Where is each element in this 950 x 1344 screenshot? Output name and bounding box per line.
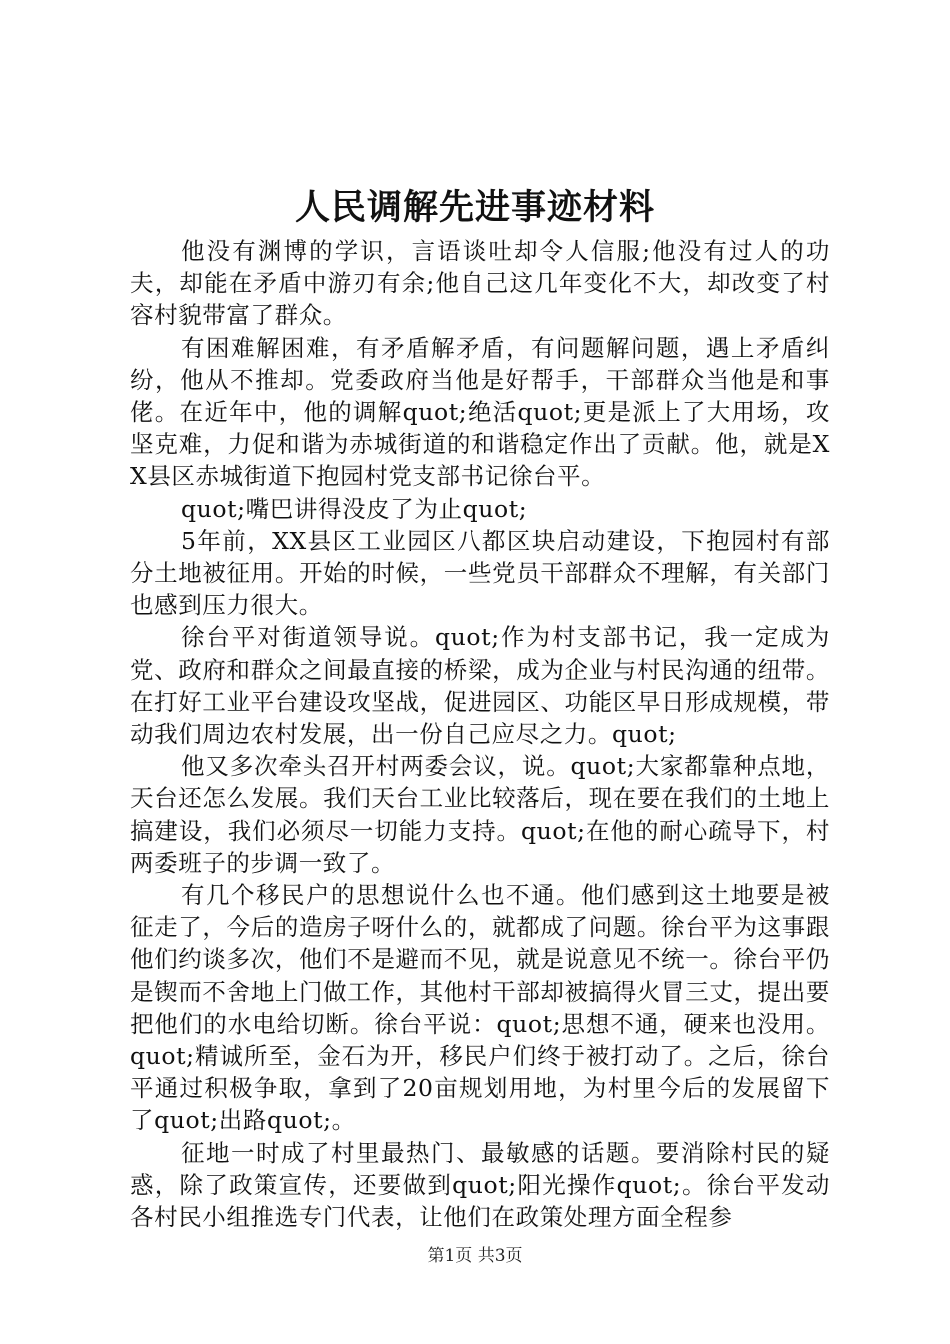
document-title: 人民调解先进事迹材料: [294, 187, 655, 228]
paragraph: 征地一时成了村里最热门、最敏感的话题。要消除村民的疑惑，除了政策宣传，还要做到quot;阳光操作quot;。徐台平发动各村民小组推选专门代表，让他们在政策处理方面全程参: [130, 1138, 830, 1232]
page-footer: 第1页 共3页: [427, 1246, 523, 1266]
paragraph: 有几个移民户的思想说什么也不通。他们感到这土地要是被征走了，今后的造房子呀什么的，就都成了问题。徐台平为这事跟他们约谈多次，他们不是避而不见，就是说意见不统一。徐台平仍是锲而不舍地上门做工作，其他村干部却被搞得火冒三丈，提出要把他们的水电给切断。徐台平说：quot;思想不通，硬来也没用。quot;精诚所至，金石为开，移民户们终于被打动了。之后，徐台平通过积极争取，拿到了20亩规划用地，为村里今后的发展留下了quot;出路quot;。: [130, 881, 830, 1135]
paragraph: 有困难解困难，有矛盾解矛盾，有问题解问题，遇上矛盾纠纷，他从不推却。党委政府当他是好帮手，干部群众当他是和事佬。在近年中，他的调解quot;绝活quot;更是派上了大用场，攻坚克难，力促和谐为赤城街道的和谐稳定作出了贡献。他，就是XX县区赤城街道下抱园村党支部书记徐台平。: [130, 333, 830, 491]
document-body: [130, 235, 830, 1232]
paragraph: quot;嘴巴讲得没皮了为止quot;: [181, 494, 528, 523]
paragraph: 他又多次牵头召开村两委会议，说。quot;大家都靠种点地，天台还怎么发展。我们天台工业比较落后，现在要在我们的土地上搞建设，我们必须尽一切能力支持。quot;在他的耐心疏导下，村两委班子的步调一致了。: [130, 752, 830, 877]
paragraph: 5年前，XX县区工业园区八都区块启动建设，下抱园村有部分土地被征用。开始的时候，一些党员干部群众不理解，有关部门也感到压力很大。: [130, 526, 830, 620]
paragraph: 徐台平对街道领导说。quot;作为村支部书记，我一定成为党、政府和群众之间最直接的桥梁，成为企业与村民沟通的纽带。在打好工业平台建设攻坚战，促进园区、功能区早日形成规模，带动我们周边农村发展，出一份自己应尽之力。quot;: [130, 623, 830, 749]
paragraph: 他没有渊博的学识，言语谈吐却令人信服;他没有过人的功夫，却能在矛盾中游刃有余;他自己这几年变化不大，却改变了村容村貌带富了群众。: [130, 237, 830, 330]
